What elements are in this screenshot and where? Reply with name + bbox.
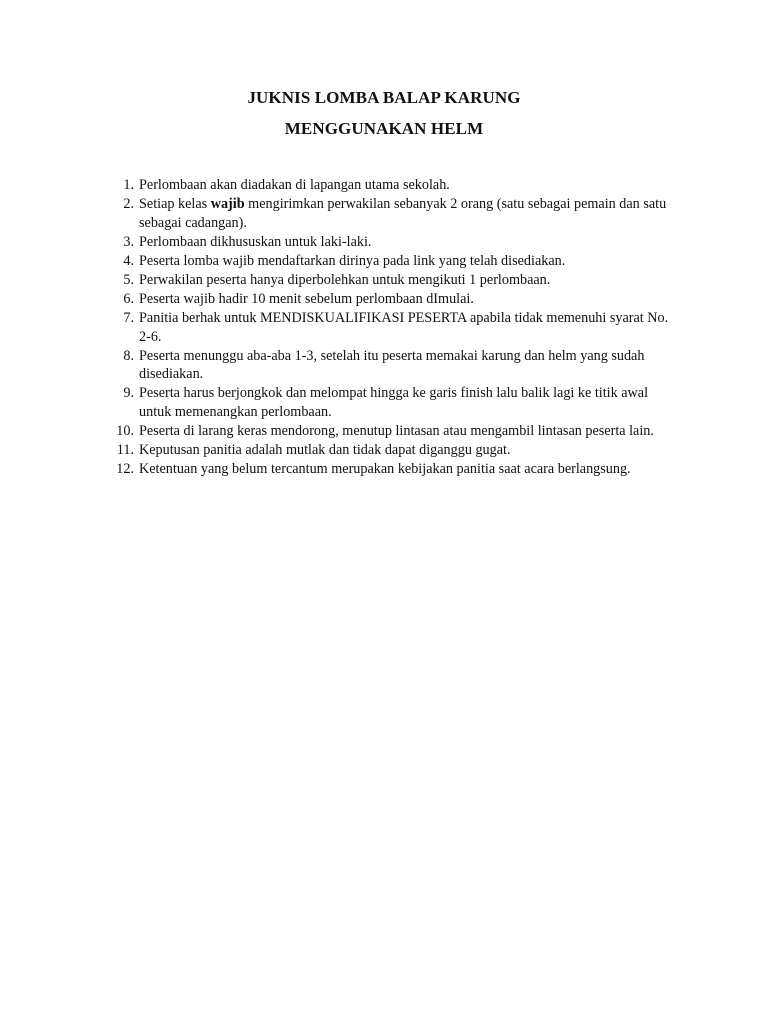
list-item-text: Peserta di larang keras mendorong, menutup lintasan atau mengambil lintasan peserta lain.: [139, 422, 654, 439]
list-item-number: 5.: [123, 271, 134, 288]
list-item: [112, 252, 677, 271]
list-item-number: 3.: [123, 233, 134, 250]
emphasis-text: wajib: [210, 196, 245, 213]
list-item-number: 9.: [123, 385, 134, 402]
list-item: [112, 309, 677, 346]
list-item-text: Perwakilan peserta hanya diperbolehkan untuk mengikuti 1 perlombaan.: [139, 271, 551, 288]
list-item: [112, 195, 677, 232]
list-item-text: Perlombaan akan diadakan di lapangan utama sekolah.: [139, 177, 450, 193]
list-item-text-part: mengirimkan perwakilan sebanyak 2 orang (satu sebagai pemain dan satu sebagai cadangan).: [139, 196, 667, 231]
list-item-number: 10.: [116, 422, 134, 439]
list-item-number: 12.: [116, 461, 134, 478]
list-item-text: Peserta wajib hadir 10 menit sebelum perlombaan dImulai.: [139, 290, 474, 307]
list-item: [112, 441, 677, 460]
list-item-number: 1.: [123, 177, 134, 193]
list-item: [112, 422, 677, 441]
list-item-number: 4.: [123, 252, 134, 269]
list-item-text: Peserta lomba wajib mendaftarkan dirinya pada link yang telah disediakan.: [139, 252, 566, 269]
list-item: [112, 347, 677, 384]
document-subtitle: MENGGUNAKAN HELM: [284, 119, 484, 138]
list-item-number: 11.: [116, 441, 134, 458]
list-item: [112, 176, 677, 195]
list-item-number: 7.: [123, 310, 134, 327]
list-item-text: Keputusan panitia adalah mutlak dan tidak dapat diganggu gugat.: [139, 441, 511, 458]
list-item: [112, 233, 677, 252]
list-item-number: 2.: [123, 196, 134, 213]
list-item: [112, 290, 677, 309]
list-item-text: Peserta harus berjongkok dan melompat hingga ke garis finish lalu balik lagi ke titik awal untuk memenangkan perlombaan.: [139, 385, 649, 420]
list-item-text: Panitia berhak untuk MENDISKUALIFIKASI PESERTA apabila tidak memenuhi syarat No. 2-6.: [139, 310, 669, 345]
list-item-number: 6.: [123, 290, 134, 307]
list-item: [112, 460, 677, 479]
rules-list: [112, 176, 677, 479]
list-item-text: Perlombaan dikhususkan untuk laki-laki.: [139, 233, 372, 250]
list-item-text: Ketentuan yang belum tercantum merupakan kebijakan panitia saat acara berlangsung.: [139, 461, 631, 478]
list-item: [112, 271, 677, 290]
list-item: [112, 384, 677, 421]
document-title: JUKNIS LOMBA BALAP KARUNG: [247, 88, 521, 107]
list-item-text-part: Setiap kelas: [139, 196, 211, 213]
list-item-text: Peserta menunggu aba-aba 1-3, setelah itu peserta memakai karung dan helm yang sudah disediakan.: [139, 347, 645, 383]
list-item-text: [139, 196, 666, 231]
list-item-number: 8.: [123, 347, 134, 364]
